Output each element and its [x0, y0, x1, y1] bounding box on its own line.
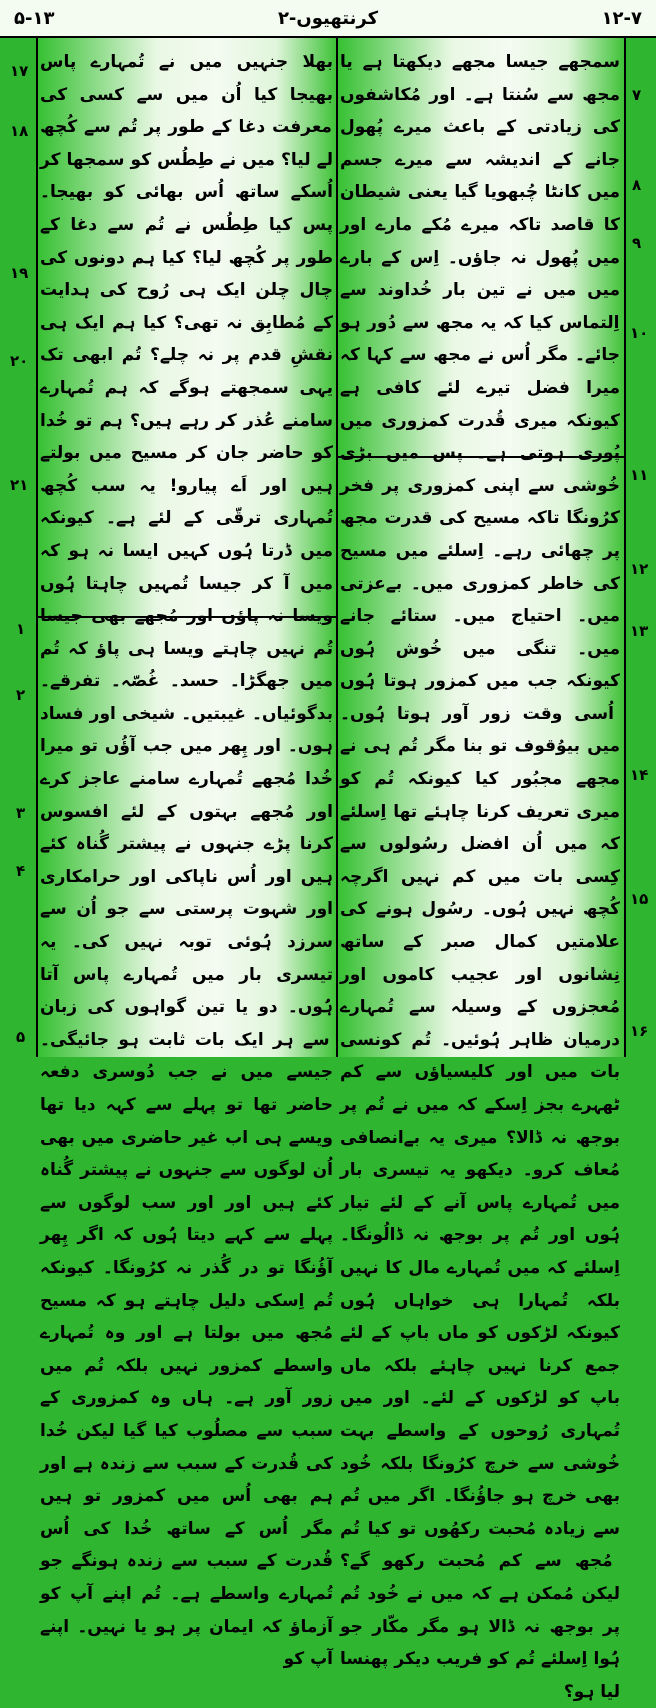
verse-text: اِسلئے میں مسیح کی خاطر کمزوری میں۔ بےعزتی میں۔ احتیاج میں۔ ستائے جانے میں۔ تنگی میں خُوش ہُوں کیونکہ جب میں کمزور ہوتا ہُوں اُسی وقت زور آور ہوتا ہُوں۔	[340, 540, 620, 724]
verse-text: نہیں بلکہ تُم میں زور آور ہے۔ ہاں وہ کمزوری کے سبب سے مصلُوب کیا گیا لیکن خُدا کی قُدرت کے سبب سے زندہ ہے اور ہم بھی اُس میں کمزور تو ہیں مگر اُس کے ساتھ خُدا کی اُس قُدرت کے سبب سے زندہ ہونگے جو تُمہارے واسطے ہے۔	[40, 1355, 333, 1604]
verse-number: ۹	[632, 234, 642, 252]
verse-text: یہ تیسری بار میں تُمہارے پاس آتا ہُوں۔ دو یا تین گواہوں کی زبان سے ہر ایک بات ثابت ہو جائیگی۔	[40, 932, 333, 1050]
verse-number: ۱۵	[630, 890, 649, 908]
left-text-column	[40, 46, 333, 1676]
page-header	[0, 0, 656, 38]
verse-number: ۴	[16, 862, 26, 880]
verse-number: ۱۸	[10, 122, 29, 140]
verse-text: جیسے میں نے جب دُوسری دفعہ حاضر تھا تو پہلے سے کہہ دیا تھا ویسے ہی اب غیر حاضری میں بھی اُن لوگوں سے جنہوں نے پیشتر گُناہ کئے ہیں اور اور سب لوگوں سے پہلے سے کہے دیتا ہُوں کہ اگر پِھر آؤُنگا	[40, 1062, 333, 1278]
page-number-left: ۵-۱۳	[14, 8, 55, 29]
verse-number: ۸	[632, 176, 642, 194]
verse-text: لیکن مُمکن ہے کہ میں نے خُود تُم پر بوجھ نہ ڈالا ہو مگر مکّار جو ہُوا اِسلئے تُم کو فریب دیکر پھنسا لیا ہو؟	[340, 1583, 620, 1702]
verse-number: ۱۱	[630, 466, 649, 484]
verse-number: ۱۷	[10, 62, 29, 80]
verse-text: میں بیوُقوف تو بنا مگر تُم ہی نے مجھے مجبُور کیا کیونکہ تُم کو میری تعریف کرنا چاہئے تھا اِسلئے کہ میں اُن افضل رسُولوں سے کِسی بات میں کم نہیں	[340, 736, 620, 887]
verse-text: اور میں پُھول نہ جاؤں۔ اِس کے بارے میں میں نے تین بار خُداوند سے اِلتماس کیا کہ یہ مجھ سے دُور ہو	[340, 214, 620, 333]
verse-text: اگرچہ کُچھ نہیں ہُوں۔ رسُول ہونے کی علامتیں کمال صبر کے ساتھ نِشانوں اور عجیب کاموں اور مُعجزوں	[340, 866, 620, 1018]
verse-number: ۲۰	[10, 352, 29, 370]
verse-number: ۱۶	[630, 1022, 649, 1040]
verse-text: بھلا جنہیں میں نے تُمہارے پاس بھیجا کیا اُن میں سے کسی کی معرفت دغا کے طور پر تُم سے کُچھ	[40, 52, 333, 138]
verse-text: لے لیا؟ میں نے طِطُس کو سمجھا کر اُسکے ساتھ اُس بھائی کو بھیجا۔ پس کیا طِطُس نے تُم سے دغا کے طور پر کُچھ لیا؟ کیا ہم دونوں کی چال چلن ایک ہی رُوح کی ہدایت کے مُطابِق نہ تھی؟ کیا ہم ایک ہی نقشِ قدم پر نہ چلے؟	[40, 149, 333, 366]
verse-number: ۱۳	[630, 622, 649, 640]
verse-number: ۳	[16, 804, 26, 822]
page-number-right: ۱۲-۷	[601, 8, 642, 29]
verse-number: ۱۹	[10, 264, 29, 282]
verse-number: ۲۱	[10, 476, 29, 494]
verse-number: ۷	[632, 86, 642, 104]
verse-text: شیخی اور فساد ہوں۔ اور پِھر میں جب آؤُں تو میرا خُدا مُجھے تُمہارے سامنے عاجز کرے اور مُجھے بہتوں کے لئے افسوس کرنا پڑے جنہوں نے پیشتر گُناہ کئے ہیں اور اُس ناپاکی اور حرامکاری اور شہوت پرستی سے جو اُن سے سرزد ہُوئی توبہ نہیں کی۔	[40, 703, 333, 953]
verse-text: کے لئے ہے۔ کیونکہ میں ڈرتا ہُوں کہیں ایسا نہ ہو کہ میں آ کر جیسا تُمہیں چاہتا ہُوں ویسا نہ پاؤں اور مُجھے بھی جیسا تُم نہیں چاہتے ویسا ہی پاؤ کہ تُم میں جھگڑا۔ حسد۔ غُصّہ۔ تفرقے۔ بدگوئیاں۔ غیبتیں۔	[40, 508, 333, 724]
verse-number: ۱۴	[630, 766, 649, 784]
book-title: ۲-کرنتھیوں	[277, 8, 379, 29]
verse-number: ۱۰	[630, 324, 649, 342]
verse-text: کے وسیلہ سے تُمہارے درمیان ظاہر ہُوئیں۔ تُم کونسی بات میں اور کلیسیاؤں سے کم ٹھہرے بجز اِسکے کہ میں نے تُم پر بوجھ نہ ڈالا؟ میری یہ بےانصافی مُعاف کرو۔	[340, 997, 620, 1181]
verse-text: سمجھے جیسا مجھے دیکھتا ہے یا مجھ سے سُنتا ہے۔ اور مُکاشفوں کی زیادتی کے باعث میرے پُھول جانے کے اندیشہ سے میرے جسم میں کانٹا چُبھویا گیا یعنی شیطان کا قاصد تاکہ میرے مُکے مارے	[340, 52, 620, 235]
verse-text: تو در گُذر نہ کرُونگا۔ کیونکہ تُم اِسکی دلیل چاہتے ہو کہ مسیح مُجھ میں بولتا ہے اور وہ تُمہارے واسطے کمزور	[40, 1257, 333, 1376]
verse-text: چاہئے بلکہ ماں باپ کو لڑکوں کے لئے۔ اور میں تُمہاری رُوحوں کے واسطے بہت خُوشی سے خرچ کرُونگا بلکہ خُود بھی خرچ ہو جاؤُنگا۔ اگر میں تُم سے زیادہ مُحبت رکھُوں تو کیا تُم مُجھ سے کم مُحبت رکھو گے؟	[340, 1355, 620, 1572]
verse-text: تُم اپنے آپ کو آزماؤ کہ ایمان پر ہو یا نہیں۔ اپنے آپ کو	[40, 1583, 333, 1670]
verse-text: دیکھو یہ تیسری بار میں تُمہارے پاس آنے کے لئے تیار ہُوں اور تُم پر بوجھ نہ ڈالُونگا۔ اِسلئے کہ میں تُمہارے مال کا نہیں بلکہ تُمہارا ہی خواہاں ہُوں کیونکہ لڑکوں کو ماں باپ کے لئے جمع کرنا نہیں	[340, 1160, 621, 1376]
verse-number: ۱	[16, 620, 26, 638]
verse-number: ۱۲	[630, 560, 649, 578]
column-rule	[624, 36, 626, 1057]
verse-number: ۲	[16, 686, 26, 704]
right-text-column	[340, 46, 620, 1708]
verse-text: تُم ابھی تک یہی سمجھتے ہوگے کہ ہم تُمہارے سامنے عُذر کر رہے ہیں؟ ہم تو خُدا کو حاضر جان کر مسیح میں بولتے ہیں اور اَے پیارو! یہ سب کُچھ تُمہاری ترقّی	[40, 345, 333, 529]
verse-number: ۵	[16, 1028, 26, 1046]
verse-text: جائے۔ مگر اُس نے مجھ سے کہا کہ میرا فضل تیرے لئے کافی ہے کیونکہ میری قُدرت کمزوری میں پُوری ہوتی ہے۔ پس میں بڑی خُوشی سے اپنی کمزوری پر فخر کرُونگا تاکہ مسیح کی قدرت مجھ پر چھائی رہے۔	[340, 345, 620, 561]
